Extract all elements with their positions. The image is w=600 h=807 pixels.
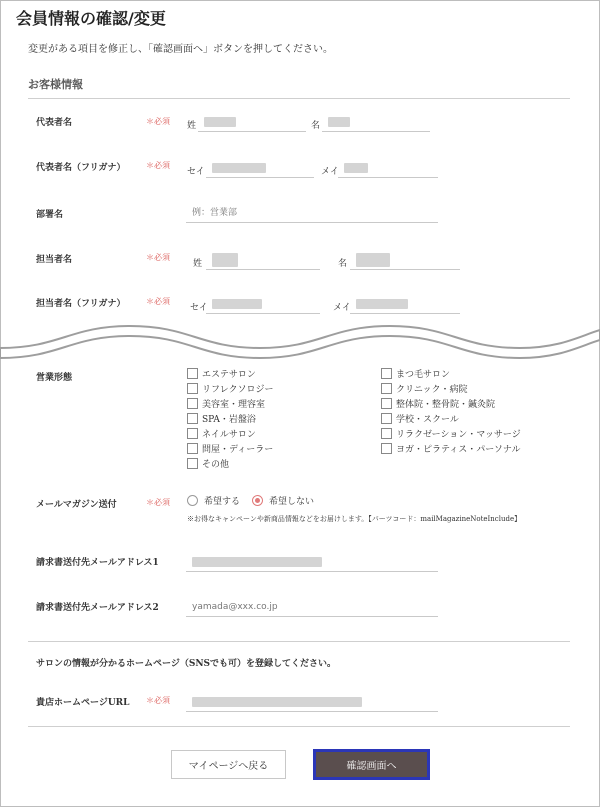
contact-last-name-input[interactable] <box>206 250 320 270</box>
masked-value <box>344 163 368 173</box>
kana-last-prefix: セイ <box>187 167 205 177</box>
masked-value <box>204 117 236 127</box>
divider <box>28 726 570 727</box>
contact-first-name-input[interactable] <box>350 250 460 270</box>
checkbox-box <box>381 383 392 394</box>
divider <box>28 641 570 642</box>
masked-value <box>192 557 322 567</box>
mail-magazine-label: メールマガジン送付 <box>36 500 117 510</box>
representative-label: 代表者名 <box>36 118 73 128</box>
business-type-checkbox[interactable] <box>187 412 256 425</box>
checkbox-label: クリニック・病院 <box>396 385 468 395</box>
confirm-button[interactable]: 確認画面へ <box>313 749 430 780</box>
contact-kana-last-input[interactable] <box>206 294 320 314</box>
business-type-checkbox[interactable] <box>381 382 467 395</box>
masked-value <box>212 253 238 267</box>
section-divider <box>28 98 570 99</box>
checkbox-box <box>381 428 392 439</box>
kana-first-prefix: メイ <box>321 167 339 177</box>
required-badge: ＊必須 <box>146 117 170 126</box>
checkbox-box <box>187 398 198 409</box>
business-type-checkbox[interactable] <box>381 442 520 455</box>
business-type-checkbox[interactable] <box>381 397 495 410</box>
department-label: 部署名 <box>36 210 64 220</box>
page-title: 会員情報の確認/変更 <box>16 9 166 28</box>
checkbox-box <box>187 383 198 394</box>
masked-value <box>192 697 362 707</box>
checkbox-box <box>381 443 392 454</box>
contact-kana-label: 担当者名（フリガナ） <box>36 299 126 309</box>
business-type-checkbox[interactable] <box>187 367 256 380</box>
required-badge: ＊必須 <box>146 696 170 705</box>
checkbox-box <box>187 443 198 454</box>
representative-kana-first-input[interactable] <box>338 158 438 178</box>
masked-value <box>328 117 350 127</box>
business-type-checkbox[interactable] <box>187 457 229 470</box>
invoice-email1-input[interactable] <box>186 552 438 572</box>
checkbox-box <box>187 458 198 469</box>
contact-last-prefix: 姓 <box>193 259 203 269</box>
business-type-label: 営業形態 <box>36 373 73 383</box>
mail-magazine-yes-radio[interactable] <box>187 494 240 507</box>
business-type-checkbox[interactable] <box>381 367 450 380</box>
checkbox-box <box>381 413 392 424</box>
representative-first-name-input[interactable] <box>322 112 430 132</box>
checkbox-label: ヨガ・ピラティス・パーソナル <box>396 445 521 455</box>
business-type-checkbox[interactable] <box>381 412 459 425</box>
masked-value <box>356 253 390 267</box>
checkbox-label: その他 <box>202 460 230 470</box>
invoice-email2-label: 請求書送付先メールアドレス2 <box>36 603 159 613</box>
representative-kana-last-input[interactable] <box>206 158 314 178</box>
radio-label: 希望しない <box>269 497 315 507</box>
department-input[interactable] <box>186 203 438 223</box>
masked-value <box>212 163 266 173</box>
business-type-checkbox[interactable] <box>187 382 273 395</box>
contact-kana-first-prefix: メイ <box>333 303 351 313</box>
required-badge: ＊必須 <box>146 253 170 262</box>
checkbox-label: まつ毛サロン <box>396 370 451 380</box>
business-type-checkbox[interactable] <box>187 397 265 410</box>
checkbox-box <box>187 368 198 379</box>
mail-magazine-no-radio[interactable] <box>252 494 314 507</box>
checkbox-label: 問屋・ディーラー <box>202 445 274 455</box>
contact-first-prefix: 名 <box>338 259 348 269</box>
department-placeholder: 例：営業部 <box>192 208 238 218</box>
required-badge: ＊必須 <box>146 297 170 306</box>
business-type-checkbox[interactable] <box>381 427 521 440</box>
checkbox-label: SPA・岩盤浴 <box>202 415 256 425</box>
last-name-prefix: 姓 <box>187 121 197 131</box>
required-badge: ＊必須 <box>146 498 170 507</box>
checkbox-box <box>381 398 392 409</box>
contact-kana-last-prefix: セイ <box>190 303 208 313</box>
contact-kana-first-input[interactable] <box>350 294 460 314</box>
homepage-url-input[interactable] <box>186 692 438 712</box>
invoice-email2-input[interactable] <box>186 597 438 617</box>
radio-label: 希望する <box>204 497 241 507</box>
business-type-checkbox[interactable] <box>187 427 256 440</box>
checkbox-label: リフレクソロジー <box>202 385 274 395</box>
required-badge: ＊必須 <box>146 161 170 170</box>
representative-kana-label: 代表者名（フリガナ） <box>36 163 126 173</box>
representative-last-name-input[interactable] <box>198 112 306 132</box>
checkbox-label: ネイルサロン <box>202 430 256 440</box>
homepage-intro-text: サロンの情報が分かるホームページ（SNSでも可）を登録してください。 <box>36 659 337 669</box>
back-to-mypage-button[interactable]: マイページへ戻る <box>171 750 286 779</box>
checkbox-label: 美容室・理容室 <box>202 400 266 410</box>
masked-value <box>356 299 408 309</box>
page-lead-text: 変更がある項目を修正し、「確認画面へ」ボタンを押してください。 <box>28 44 333 55</box>
section-title: お客様情報 <box>28 78 83 91</box>
invoice-email2-value: yamada@xxx.co.jp <box>192 602 278 612</box>
checkbox-label: 学校・スクール <box>396 415 459 425</box>
checkbox-box <box>187 413 198 424</box>
checkbox-label: エステサロン <box>202 370 256 380</box>
contact-label: 担当者名 <box>36 255 73 265</box>
masked-value <box>212 299 262 309</box>
checkbox-box <box>187 428 198 439</box>
page-cut-wave <box>0 318 600 362</box>
checkbox-label: リラクゼーション・マッサージ <box>396 430 521 440</box>
business-type-checkbox[interactable] <box>187 442 273 455</box>
checkbox-box <box>381 368 392 379</box>
invoice-email1-label: 請求書送付先メールアドレス1 <box>36 558 159 568</box>
radio-circle <box>187 495 198 506</box>
homepage-url-label: 貴店ホームページURL <box>36 698 130 708</box>
radio-circle-selected <box>252 495 263 506</box>
first-name-prefix: 名 <box>311 121 321 131</box>
mail-magazine-note: ※お得なキャンペーンや新商品情報などをお届けします。【パーツコード：mailMagazineNoteInclude】 <box>187 515 522 523</box>
checkbox-label: 整体院・整骨院・鍼灸院 <box>396 400 496 410</box>
